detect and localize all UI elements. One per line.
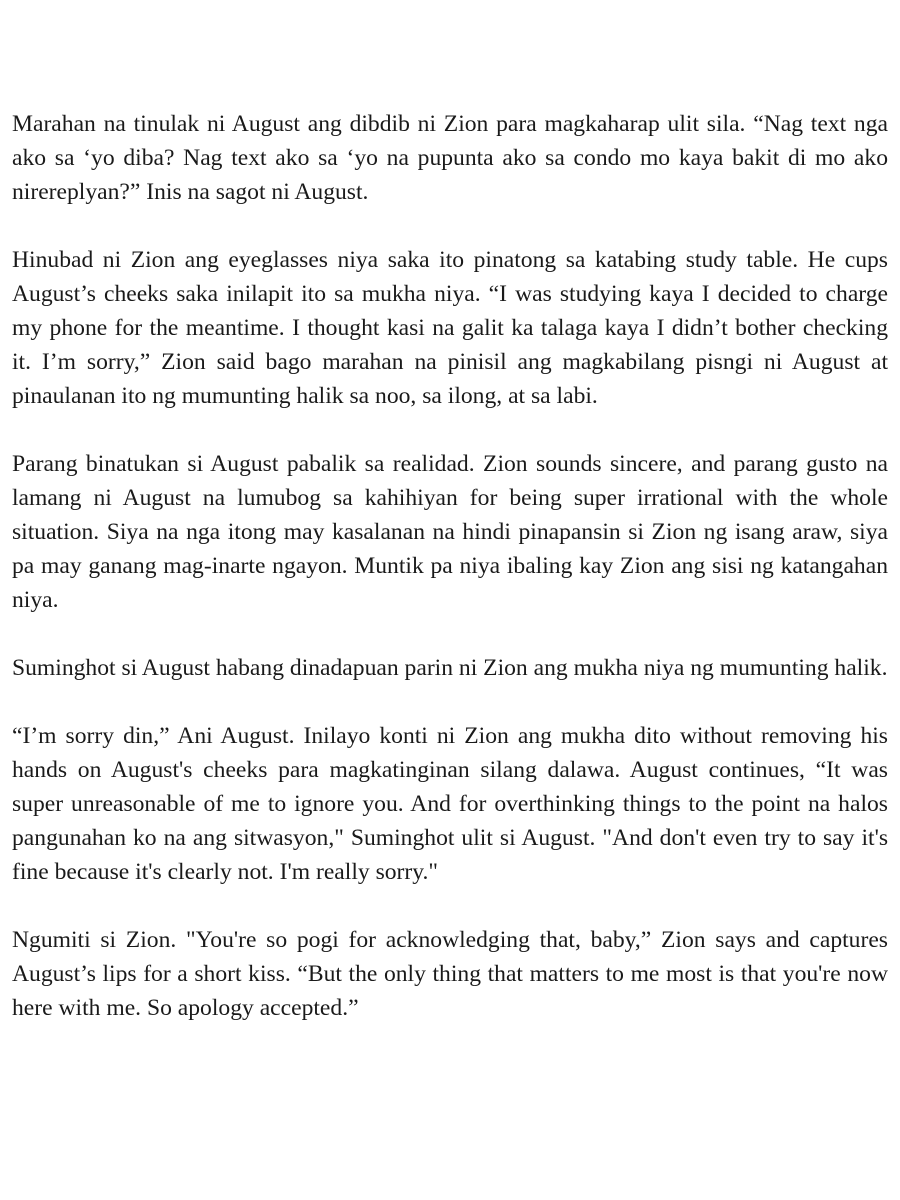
paragraph-1: Marahan na tinulak ni August ang dibdib ni Zion para magkaharap ulit sila. “Nag text nga ako sa ‘yo diba? Nag text ako sa ‘yo na pupunta ako sa condo mo kaya bakit di mo ako nirereplyan?” Inis na sagot ni August. xyxy=(12,111,888,205)
paragraph-5: “I’m sorry din,” Ani August. Inilayo konti ni Zion ang mukha dito without removing his hands on August's cheeks para magkatinginan silang dalawa. August continues, “It was super unreasonable of me to ignore you. And for overthinking things to the point na halos pangunahan ko na ang sitwasyon," Suminghot ulit si August. "And don't even try to say it's fine because it's clearly not. I'm really sorry." xyxy=(12,723,888,885)
paragraph-6: Ngumiti si Zion. "You're so pogi for acknowledging that, baby,” Zion says and captures August’s lips for a short kiss. “But the only thing that matters to me most is that you're now here with me. So apology accepted.” xyxy=(12,927,888,1021)
paragraph-4: Suminghot si August habang dinadapuan parin ni Zion ang mukha niya ng mumunting halik. xyxy=(12,655,888,681)
paragraph-2: Hinubad ni Zion ang eyeglasses niya saka ito pinatong sa katabing study table. He cups August’s cheeks saka inilapit ito sa mukha niya. “I was studying kaya I decided to charge my phone for the meantime. I thought kasi na galit ka talaga kaya I didn’t bother checking it. I’m sorry,” Zion said bago marahan na pinisil ang magkabilang pisngi ni August at pinaulanan ito ng mumunting halik sa noo, sa ilong, at sa labi. xyxy=(12,247,888,409)
story-text xyxy=(12,107,888,1059)
paragraph-3: Parang binatukan si August pabalik sa realidad. Zion sounds sincere, and parang gusto na lamang ni August na lumubog sa kahihiyan for being super irrational with the whole situation. Siya na nga itong may kasalanan na hindi pinapansin si Zion ng isang araw, siya pa may ganang mag-inarte ngayon. Muntik pa niya ibaling kay Zion ang sisi ng katangahan niya. xyxy=(12,451,888,613)
